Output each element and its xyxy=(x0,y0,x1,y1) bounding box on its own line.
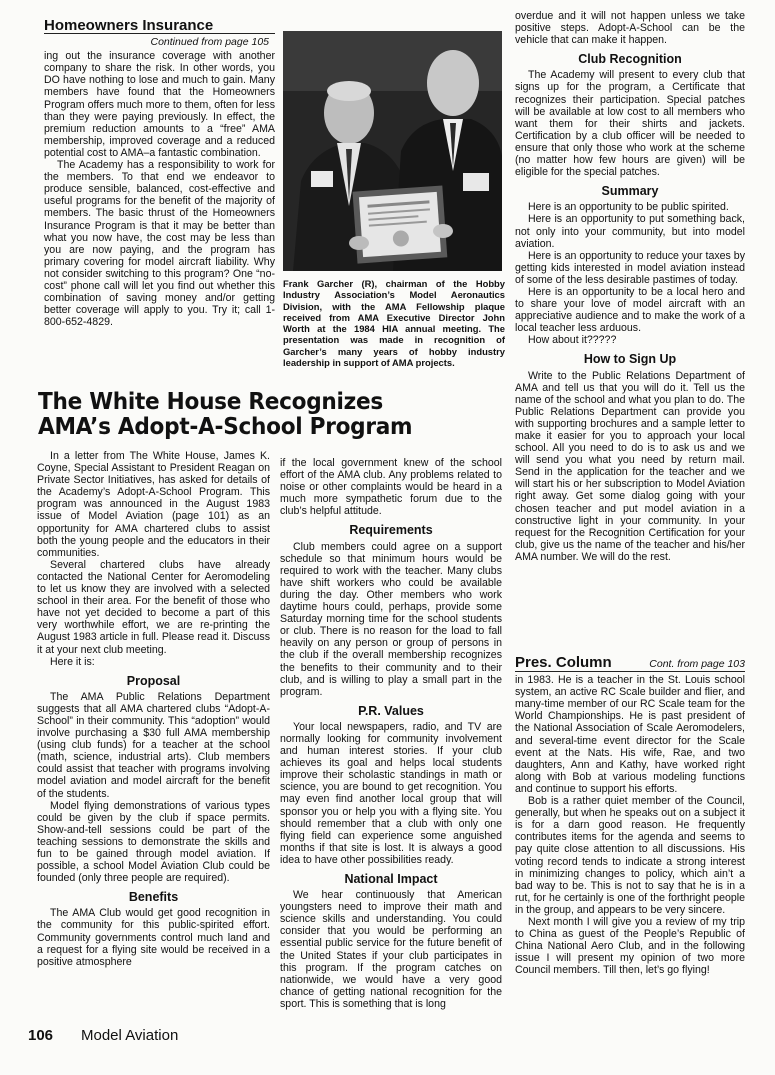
homeowners-heading: Homeowners Insurance xyxy=(44,17,214,34)
national-impact-heading: National Impact xyxy=(344,872,438,886)
article-paragraph: Write to the Public Relations Department of AMA and tell us that you will do it. Tell us the name of the school and what you plan to do. The Public Relations Department can provide you with supporting brochures and a sample letter to make it easier for you to approach your local school. All you need to do is to ask us and we will send you what you need by return mail. Send in the application for the teacher and we will start his or her subscription to Model Aviation right away. Get some dialog going with your chosen teacher and put model aviation in a constructive light in your community. In your request for the Recognition Certification for your club, give us the name of the teacher and his/her AMA number. We will do the rest. xyxy=(515,369,745,563)
photo-image xyxy=(283,31,502,271)
article-paragraph: The AMA Club would get good recognition in the community for this public-spirited effort. Community governments control much land and a request for a flying site would be received in a positive atmosphere xyxy=(37,907,270,968)
photo-garcher-worth xyxy=(283,31,502,271)
article-paragraph: The AMA Public Relations Department suggests that all AMA chartered clubs “Adopt-A-School” in their community. This “adoption” would involve purchasing a $30 full AMA membership (using club funds) for a teacher at the school (math, science, industrial arts). Club members could assist that teacher with programs involving model aviation and model aircraft for the benefit of the students. xyxy=(37,690,270,800)
requirements-heading: Requirements xyxy=(349,523,433,538)
article-paragraph: Here is an opportunity to put something back, not only into your community, but into model aviation. xyxy=(515,213,745,250)
article-column-3 xyxy=(515,10,745,563)
pres-column xyxy=(515,654,745,977)
article-paragraph: Your local newspapers, radio, and TV are normally looking for community involvement and human interest stories. If your club achieves its goal and helps local students improve their scholastic standings in math or science, you are bound to get recognition. You may even find another local group that will sponsor you or help you with a flying site. You should remember that a club with only one flying field can experience some anguished months if that site is lost. It is always a good idea to have other possibilities ready. xyxy=(280,720,502,866)
photo-caption: Frank Garcher (R), chairman of the Hobby Industry Association’s Model Aeronautics Division, with the AMA Fellowship plaque received from AMA Executive Director John Worth at the 1984 HIA annual meeting. The presentation was made in recognition of Garcher’s many years of hobby industry leadership in support of AMA projects. xyxy=(283,278,505,369)
pres-paragraph: Bob is a rather quiet member of the Council, generally, but when he speaks out on a subject it is for a darn good reason. He frequently contributes items for the agenda and seems to pay quite close attention to all discussions. His voting record tends to indicate a strong interest in minimizing changes to policy, which ain’t a bad way to be. This is not to say that he is in a rut, for he certainly is one of the forthright people in the group, and appears to be very sincere. xyxy=(515,795,745,916)
pres-column-continued: Cont. from page 103 xyxy=(649,658,745,670)
article-paragraph: overdue and it will not happen unless we take positive steps. Adopt-A-School can be the vehicle that can make it happen. xyxy=(515,10,745,47)
club-recognition-heading: Club Recognition xyxy=(578,52,682,67)
proposal-heading: Proposal xyxy=(126,673,181,688)
article-paragraph: Model flying demonstrations of various types could be given by the club if space permits. Show-and-tell sessions could be part of the teaching sessions to demonstrate the skills and fun to be gained through model aviation. If possible, a school Model Aviation Club could be founded (only three people are required). xyxy=(37,799,270,885)
benefits-heading: Benefits xyxy=(128,890,179,905)
article-paragraph: Here it is: xyxy=(50,655,95,668)
article-paragraph: We hear continuously that American youngsters need to improve their math and science skills and understanding. You could consider that you would be performing an essential public service for the future benefit of the United States if your club participates in this program. If the program catches on nationwide, we would have a very good chance of getting national recognition for the sport. This is something that is long xyxy=(280,889,502,1010)
pres-column-header xyxy=(515,654,745,671)
article-paragraph: Here is an opportunity to be a local hero and to share your love of model aircraft with an appreciative audience and to make the work of a local teacher less arduous. xyxy=(515,285,745,335)
pres-column-heading: Pres. Column xyxy=(515,654,612,671)
article-paragraph: Several chartered clubs have already contacted the National Center for Aeromodeling to let us know they are involved with a selected school in their area. For the benefit of those who have not yet decided to become a part of this very worthwhile effort, we are re-printing the August 1983 article in full. Please read it. Discuss it at your next club meeting. xyxy=(37,558,270,656)
summary-heading: Summary xyxy=(601,184,659,199)
article-column-1 xyxy=(37,450,270,968)
article-paragraph: Club members could agree on a support schedule so that minimum hours would be required to work with the teacher. Many clubs have shift workers who could be available during the day. Other members who work daytime hours could, perhaps, provide some Saturday morning time for the school students or club. There is no reason for the load to fall heavily on any person or group of persons in the club if the overall membership recognizes the benefits to their community and to their club, and is willing to play a small part in the program. xyxy=(280,540,502,698)
heading-rule xyxy=(515,671,745,672)
homeowners-continued: Continued from page 105 xyxy=(150,36,269,49)
article-title xyxy=(38,390,480,440)
article-paragraph: In a letter from The White House, James K. Coyne, Special Assistant to President Reagan on Private Sector Initiatives, has asked for details of the Academy’s Adopt-A-School Program. This program was announced in the August 1983 issue of Model Aviation (page 101) as an opportunity for AMA chartered clubs to assist both the young people and the educators in their communities. xyxy=(37,450,270,559)
homeowners-paragraph: The Academy has a responsibility to work for the members. To that end we endeavor to produce sensible, balanced, cost-effective and useful programs for the benefit of the majority of members. The basic thrust of the Homeowners Insurance Program is that it may be better than what you now have, the cost may be less than you are now paying, and the program has primary covering for model aircraft liability. Why not consider switching to this program? One “no-cost” phone call will let you find out whether this combination of saving money and/or getting better coverage will apply to you. Try it; call 1-800-652-4829. xyxy=(44,159,275,329)
pr-values-heading: P.R. Values xyxy=(358,703,424,718)
article-paragraph: Here is an opportunity to reduce your taxes by getting kids interested in model aviation instead of some of the less desirable pastimes of today. xyxy=(515,249,745,286)
article-paragraph: if the local government knew of the school effort of the AMA club. Any problems related to noise or other complaints would be heard in a much more sympathetic forum due to the club’s helpful attitude. xyxy=(280,457,502,518)
article-title-line1: The White House Recognizes xyxy=(38,389,383,415)
article-title-line2: AMA’s Adopt-A-School Program xyxy=(38,414,413,440)
page-number: 106 xyxy=(28,1027,54,1044)
how-to-sign-up-heading: How to Sign Up xyxy=(583,352,677,367)
article-paragraph: The Academy will present to every club that signs up for the program, a Certificate that recognizes their participation. Special patches will be available at low cost to all members who want them for their shirts and jackets. Certification by a club officer will be needed to ensure that only those who work at the scheme (no matter how few hours are given) will be eligible for the special patches. xyxy=(515,69,745,179)
homeowners-paragraph: ing out the insurance coverage with another company to share the risk. In other words, you DO have nothing to lose and much to gain. Many members have found that the Homeowners Program offers much more to them, often for less than they were paying previously. In effect, the premium reduction amounts to a “free” AMA membership, improved coverage and a reduced potential cost to AMA–a fantastic combination. xyxy=(44,50,275,159)
pres-paragraph: Next month I will give you a review of my trip to China as guest of the People’s Republic of China National Aero Club, and in the following issue I will present my opinion of two more Council members. Till then, let’s go flying! xyxy=(515,915,745,977)
magazine-name: Model Aviation xyxy=(81,1027,179,1044)
pres-paragraph: in 1983. He is a teacher in the St. Louis school system, an active RC Scale builder and flier, and many-time member of our RC Scale team for the World Championships. He is past president of the National Association of Scale Aeromodelers, and several-time event director for the Scale event at the Nats. His wife, Rae, and two daughters, Ann and Kathy, have worked right along with Bob at various modeling functions and continue to support his efforts. xyxy=(515,674,745,795)
article-column-2 xyxy=(280,457,502,1010)
article-paragraph: How about it????? xyxy=(528,334,617,347)
homeowners-column xyxy=(44,17,275,329)
article-paragraph: Here is an opportunity to be public spirited. xyxy=(528,201,729,214)
